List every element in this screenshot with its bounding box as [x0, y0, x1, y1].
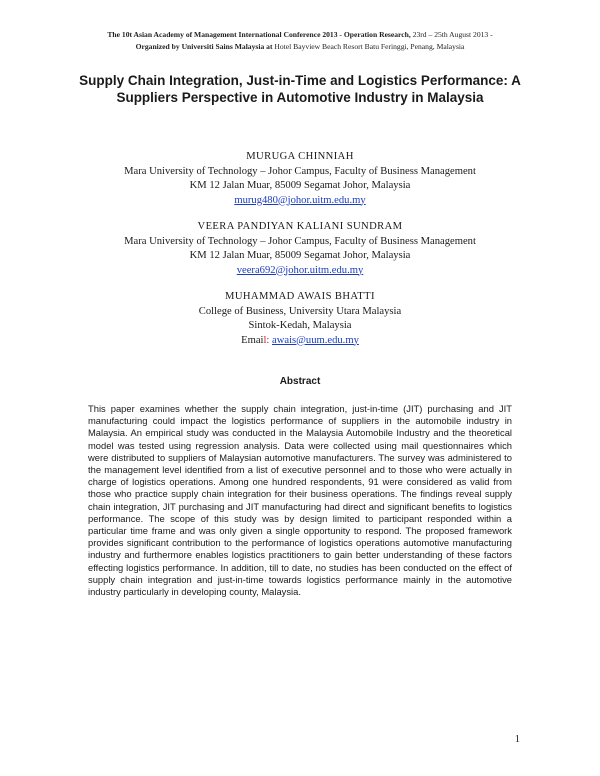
- author-email-link[interactable]: veera692@johor.uitm.edu.my: [236, 264, 364, 276]
- author-email-line: [60, 334, 540, 349]
- email-label-tail: l:: [263, 334, 270, 346]
- header-line-1: [60, 29, 540, 41]
- author-name: MUHAMMAD AWAIS BHATTI: [225, 291, 375, 302]
- author-email-link[interactable]: murug480@johor.uitm.edu.my: [234, 194, 366, 206]
- header-venue: Hotel Bayview Beach Resort Batu Feringgi, Penang, Malaysia: [274, 42, 465, 51]
- header-line-2: [60, 41, 540, 53]
- author-address: KM 12 Jalan Muar, 85009 Segamat Johor, Malaysia: [189, 250, 411, 261]
- author-list: [60, 150, 540, 360]
- page-number: 1: [514, 734, 520, 745]
- author-block: [60, 290, 540, 348]
- header-conference-name: The 10t Asian Academy of Management International Conference 2013 - Operation Research,: [107, 30, 413, 39]
- header-dates: 23rd – 25th August 2013 -: [412, 30, 493, 39]
- conference-header: [60, 29, 540, 53]
- email-label: Emai: [241, 334, 264, 346]
- author-email-link[interactable]: awais@uum.edu.my: [272, 334, 359, 346]
- author-block: [60, 150, 540, 208]
- paper-title: Supply Chain Integration, Just-in-Time and Logistics Performance: A Suppliers Perspective in Automotive Industry in Malaysia: [79, 73, 521, 105]
- author-address: Sintok-Kedah, Malaysia: [248, 320, 352, 331]
- author-block: [60, 220, 540, 278]
- author-name: MURUGA CHINNIAH: [246, 151, 354, 162]
- author-affiliation: Mara University of Technology – Johor Campus, Faculty of Business Management: [124, 165, 476, 177]
- abstract-text: This paper examines whether the supply chain integration, just-in-time (JIT) purchasing and JIT manufacturing could impact the logistics performance of suppliers in the automobile industry in Malaysia. An empirical study was conducted in the Malaysia Automobile Industry and the theoretical model was tested using regression analysis. Data were collected using mail questionnaires which were distributed to suppliers of Malaysian automotive manufacturers. The survey was administered to the management level identified from a list of executive personnel and to those who were actually in charge of logistics operations. Among one hundred respondents, 91 were considered as valid from those who practice supply chain integration for their business operations. The findings reveal supply chain integration, JIT purchasing and JIT manufacturing had direct and significant benefits to logistics performance. The scope of this study was by design limited to participant responded within a particular time frame and was only given a single opportunity to respond. The proposed framework provides significant contribution to the performance of logistics operations automotive manufacturing industry and furthermore enables logistics practitioners to gain better understanding of these factors effecting logistics performance. In addition, till to date, no studies has been conducted on the effect of supply chain integration and just-in-time towards logistics performance mainly in the automotive industry particularly in developing county, Malaysia.: [88, 403, 512, 598]
- author-address: KM 12 Jalan Muar, 85009 Segamat Johor, Malaysia: [189, 180, 411, 191]
- author-affiliation: Mara University of Technology – Johor Campus, Faculty of Business Management: [124, 235, 476, 247]
- author-affiliation: College of Business, University Utara Malaysia: [198, 305, 402, 317]
- abstract-heading: Abstract: [279, 376, 321, 387]
- header-organizer: Organized by Universiti Sains Malaysia at: [135, 42, 275, 51]
- author-name: VEERA PANDIYAN KALIANI SUNDRAM: [197, 221, 403, 232]
